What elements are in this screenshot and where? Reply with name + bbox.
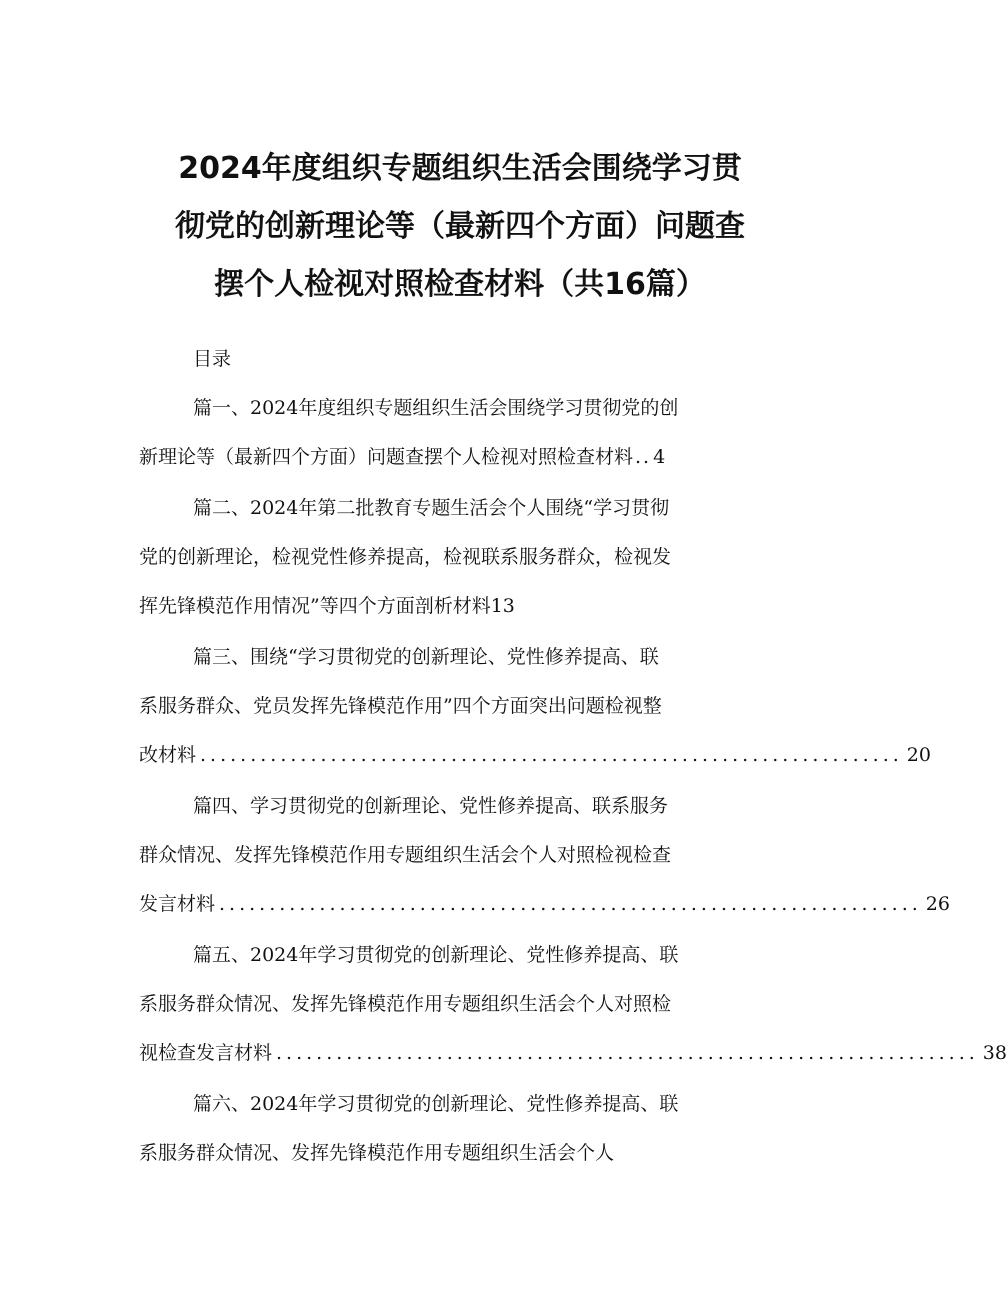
- toc-entry-text: 篇六、2024年学习贯彻党的创新理论、党性修养提高、联: [193, 1093, 679, 1115]
- toc-entry[interactable]: [139, 484, 785, 631]
- toc-entry-text: 篇三、围绕“学习贯彻党的创新理论、党性修养提高、联: [193, 646, 659, 668]
- toc-entry[interactable]: [139, 633, 931, 780]
- toc-dot-leader: ......................................................................: [219, 893, 922, 915]
- title-line: 彻党的创新理论等（最新四个方面）问题查: [175, 209, 745, 244]
- toc-entry-line: [139, 831, 785, 880]
- toc-entry-line: [139, 731, 931, 780]
- toc-page-number: 20: [906, 744, 931, 766]
- toc-entry-line: [139, 980, 785, 1029]
- toc-entry-text: 发言材料: [139, 893, 216, 915]
- toc-entry-line: [139, 782, 785, 831]
- toc-entry-text: 改材料: [139, 744, 197, 766]
- toc-entry[interactable]: [139, 782, 950, 929]
- toc-page-number: 26: [925, 893, 950, 915]
- toc-dot-leader: ......................................................................: [276, 1042, 979, 1064]
- toc-entry-line: [139, 633, 785, 682]
- toc-entry-text: 系服务群众、党员发挥先锋模范作用”四个方面突出问题检视整: [139, 695, 662, 717]
- toc-page-number: 4: [653, 446, 666, 468]
- toc-entry-line: [139, 931, 785, 980]
- toc-entry-text: 挥先锋模范作用情况”等四个方面剖析材料: [139, 595, 491, 617]
- toc-entry-text: 篇五、2024年学习贯彻党的创新理论、党性修养提高、联: [193, 944, 679, 966]
- toc-entry-line: [139, 582, 785, 631]
- toc-entry-text: 党的创新理论，检视党性修养提高，检视联系服务群众，检视发: [139, 546, 672, 568]
- toc-entry-text: 篇二、2024年第二批教育专题生活会个人围绕“学习贯彻: [193, 497, 670, 519]
- toc-entry-line: [139, 1080, 785, 1129]
- toc-heading: 目录: [193, 348, 232, 370]
- toc-entry-text: 新理论等（最新四个方面）问题查摆个人检视对照检查材料: [139, 446, 634, 468]
- toc-entry-line: [139, 384, 785, 433]
- toc-entry[interactable]: [139, 931, 1007, 1078]
- toc-entry-text: 群众情况、发挥先锋模范作用专题组织生活会个人对照检视检查: [139, 844, 672, 866]
- toc-entry-text: 篇四、学习贯彻党的创新理论、党性修养提高、联系服务: [193, 795, 669, 817]
- toc-entry-text: 系服务群众情况、发挥先锋模范作用专题组织生活会个人: [139, 1142, 615, 1164]
- toc-entry-text: 视检查发言材料: [139, 1042, 273, 1064]
- toc-page-number: 13: [490, 595, 515, 617]
- toc-entry-line: [139, 880, 950, 929]
- toc-dot-leader: ......................................................................: [200, 744, 903, 766]
- toc-entry[interactable]: [139, 1080, 785, 1178]
- toc-entry[interactable]: [139, 384, 785, 482]
- toc-entry-text: 系服务群众情况、发挥先锋模范作用专题组织生活会个人对照检: [139, 993, 672, 1015]
- title-line: 2024年度组织专题组织生活会围绕学习贯: [178, 151, 742, 186]
- toc-entry-text: 篇一、2024年度组织专题组织生活会围绕学习贯彻党的创: [193, 397, 679, 419]
- toc-entry-line: [139, 1129, 785, 1178]
- toc-dot-leader: ..: [635, 446, 652, 468]
- toc-entry-line: [139, 682, 785, 731]
- toc-page-number: 38: [982, 1042, 1007, 1064]
- toc-entry-line: [139, 433, 785, 482]
- table-of-contents: [139, 384, 1007, 1180]
- title-line: 摆个人检视对照检查材料（共16篇）: [214, 267, 706, 302]
- toc-entry-line: [139, 533, 785, 582]
- toc-entry-line: [139, 484, 785, 533]
- document-title: [130, 140, 790, 314]
- toc-entry-line: [139, 1029, 1007, 1078]
